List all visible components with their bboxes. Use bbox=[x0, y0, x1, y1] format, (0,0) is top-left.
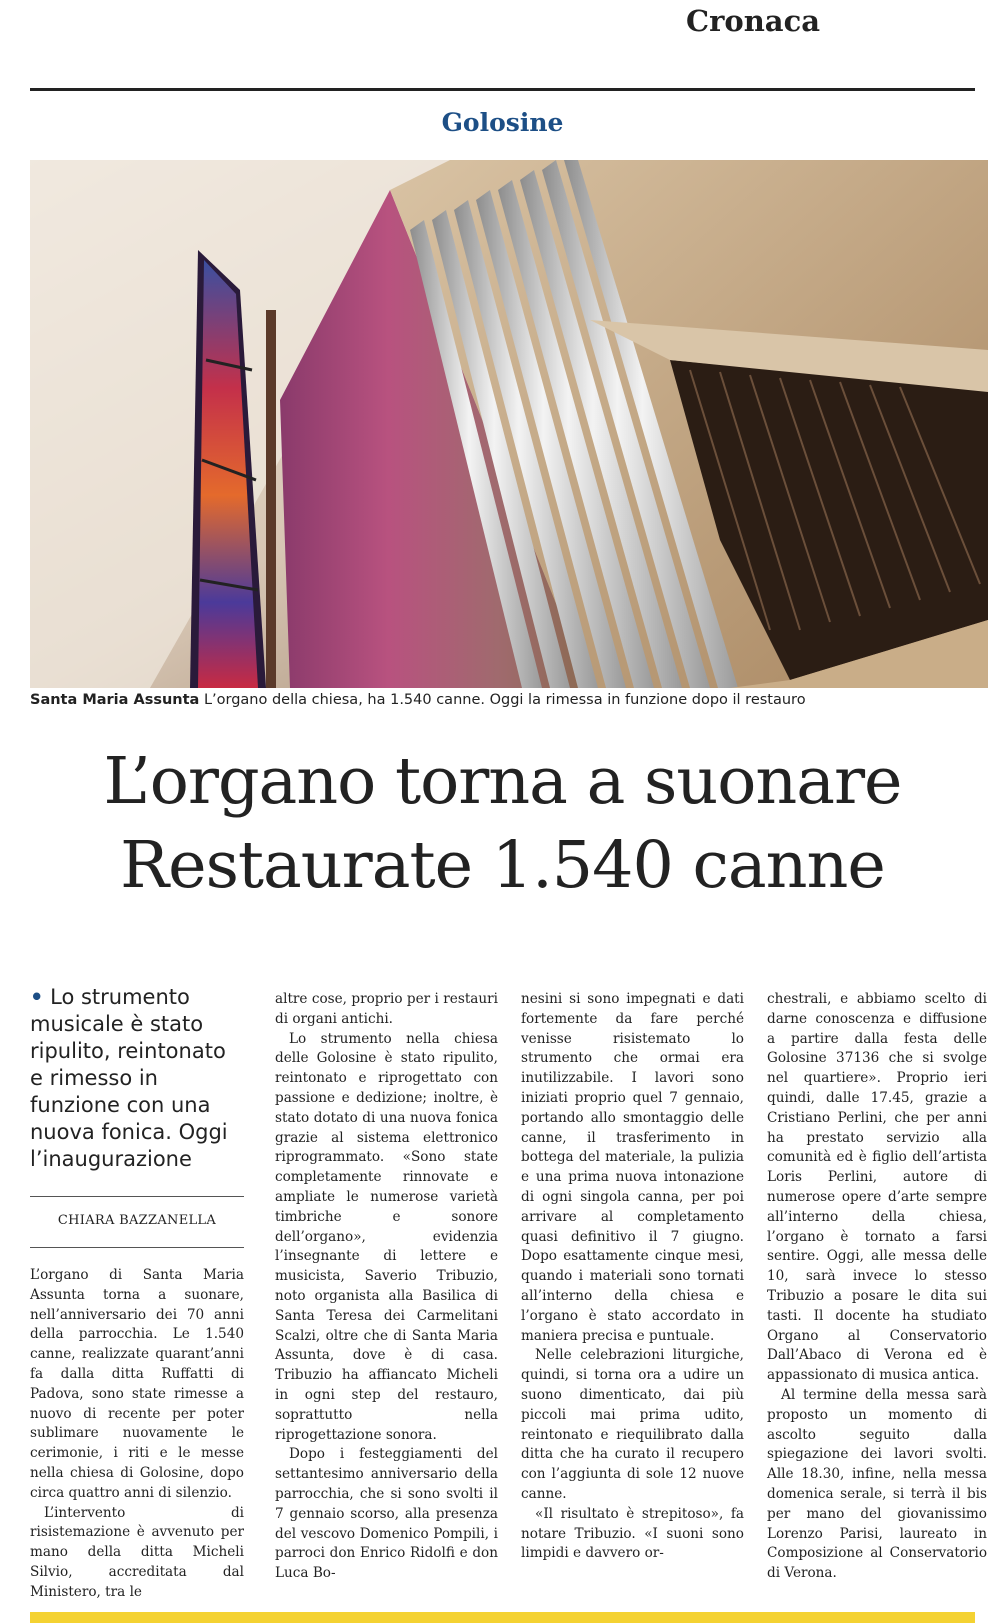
organ-illustration bbox=[30, 160, 988, 688]
headline-line-2: Restaurate 1.540 canne bbox=[120, 828, 885, 903]
article-column-3 bbox=[521, 990, 744, 1564]
paragraph: «Il risultato è strepitoso», fa notare Tribuzio. «I suoni sono limpidi e davvero or- bbox=[521, 1505, 744, 1562]
summary bbox=[30, 984, 244, 1173]
paragraph: altre cose, proprio per i restauri di organi antichi. bbox=[275, 991, 498, 1027]
byline-rule-top bbox=[30, 1196, 244, 1197]
paragraph: Nelle celebrazioni liturgiche, quindi, si torna ora a udire un suono dimenticato, dai più piccoli mai prima udito, reintonato e riequilibrato dalla ditta che ha curato il recupero con l’aggiunta di sole 12 nuove canne. bbox=[521, 1347, 744, 1502]
article-column-2 bbox=[275, 990, 498, 1584]
caption-text: L’organo della chiesa, ha 1.540 canne. Oggi la rimessa in funzione dopo il restauro bbox=[203, 692, 806, 708]
summary-text: Lo strumento musicale è stato ripulito, reintonato e rimesso in funzione con una nuova fonica. Oggi l’inaugurazione bbox=[30, 985, 228, 1171]
byline-rule-bottom bbox=[30, 1247, 244, 1248]
paragraph: L’intervento di risistemazione è avvenuto per mano della ditta Micheli Silvio, accreditata dal Ministero, tra le bbox=[30, 1504, 244, 1600]
article-column-1 bbox=[30, 1266, 244, 1603]
summary-bullet: • bbox=[30, 985, 44, 1009]
top-rule bbox=[30, 88, 975, 91]
paragraph: chestrali, e abbiamo scelto di darne conoscenza e diffusione a partire dalla festa delle Golosine 37136 che si svolge nel quartiere». Proprio ieri quindi, dalle 17.45, grazie a Cristiano Perlini, che per anni ha prestato servizio alla comunità ed è figlio dell’artista Loris Perlini, autore di numerose opere d’arte sempre all’interno della chiesa, l’organo è tornato a farsi sentire. Oggi, alle messa delle 10, sarà invece lo stesso Tribuzio a posare le dita sui tasti. Il docente ha studiato Organo al Conservatorio Dall’Abaco di Verona ed è appassionato di musica antica. bbox=[767, 991, 987, 1384]
paragraph: Lo strumento nella chiesa delle Golosine è stato ripulito, reintonato e riprogettato con passione e dedizione; inoltre, è stato dotato di una nuova fonica grazie al sistema elettronico riprogrammato. «Sono state completamente rinnovate e ampliate le numerose varietà timbriche e sonore dell’organo», evidenzia l’insegnante di lettere e musicista, Saverio Tribuzio, noto organista alla Basilica di Santa Teresa dei Carmelitani Scalzi, oltre che di Santa Maria Assunta, dove è di casa. Tribuzio ha affiancato Micheli in ogni step del restauro, soprattutto nella riprogettazione sonora. bbox=[275, 1030, 498, 1443]
article-photo bbox=[30, 160, 988, 688]
paragraph: Al termine della messa sarà proposto un momento di ascolto seguito dalla spiegazione dei lavori svolti. Alle 18.30, infine, nella messa domenica serale, si terrà il bis per mano del giovanissimo Lorenzo Parisi, laureato in Composizione al Conservatorio di Verona. bbox=[767, 1386, 987, 1582]
kicker: Golosine bbox=[441, 108, 564, 137]
section-name: Cronaca bbox=[686, 4, 821, 38]
byline: CHIARA BAZZANELLA bbox=[57, 1213, 217, 1228]
headline-line-1: L’organo torna a suonare bbox=[103, 744, 902, 819]
bottom-bar bbox=[30, 1612, 975, 1623]
photo-caption bbox=[30, 692, 990, 708]
paragraph: L’organo di Santa Maria Assunta torna a suonare, nell’anniversario dei 70 anni della parrocchia. Le 1.540 canne, realizzate quarant’anni fa dalla ditta Ruffatti di Padova, sono state rimesse a nuovo di recente per poter sublimare nuovamente le cerimonie, i riti e le messe nella chiesa di Golosine, dopo circa quattro anni di silenzio. bbox=[30, 1267, 244, 1501]
paragraph: nesini si sono impegnati e dati fortemente da fare perché venisse risistemato lo strumento che ormai era inutilizzabile. I lavori sono iniziati proprio quel 7 gennaio, portando allo smontaggio delle canne, il trasferimento in bottega del materiale, la pulizia e una prima nuova intonazione di ogni singola canna, per poi arrivare al completamento quasi definitivo il 7 giugno. Dopo esattamente cinque mesi, quando i materiali sono tornati all’interno della chiesa e l’organo è stato accordato in maniera precisa e puntuale. bbox=[521, 991, 744, 1344]
paragraph: Dopo i festeggiamenti del settantesimo anniversario della parrocchia, che si sono svolti il 7 gennaio scorso, alla presenza del vescovo Domenico Pompili, i parroci don Enrico Ridolfi e don Luca Bo- bbox=[275, 1446, 498, 1582]
headline bbox=[0, 740, 1005, 908]
caption-lead: Santa Maria Assunta bbox=[30, 692, 200, 708]
article-column-4 bbox=[767, 990, 987, 1584]
